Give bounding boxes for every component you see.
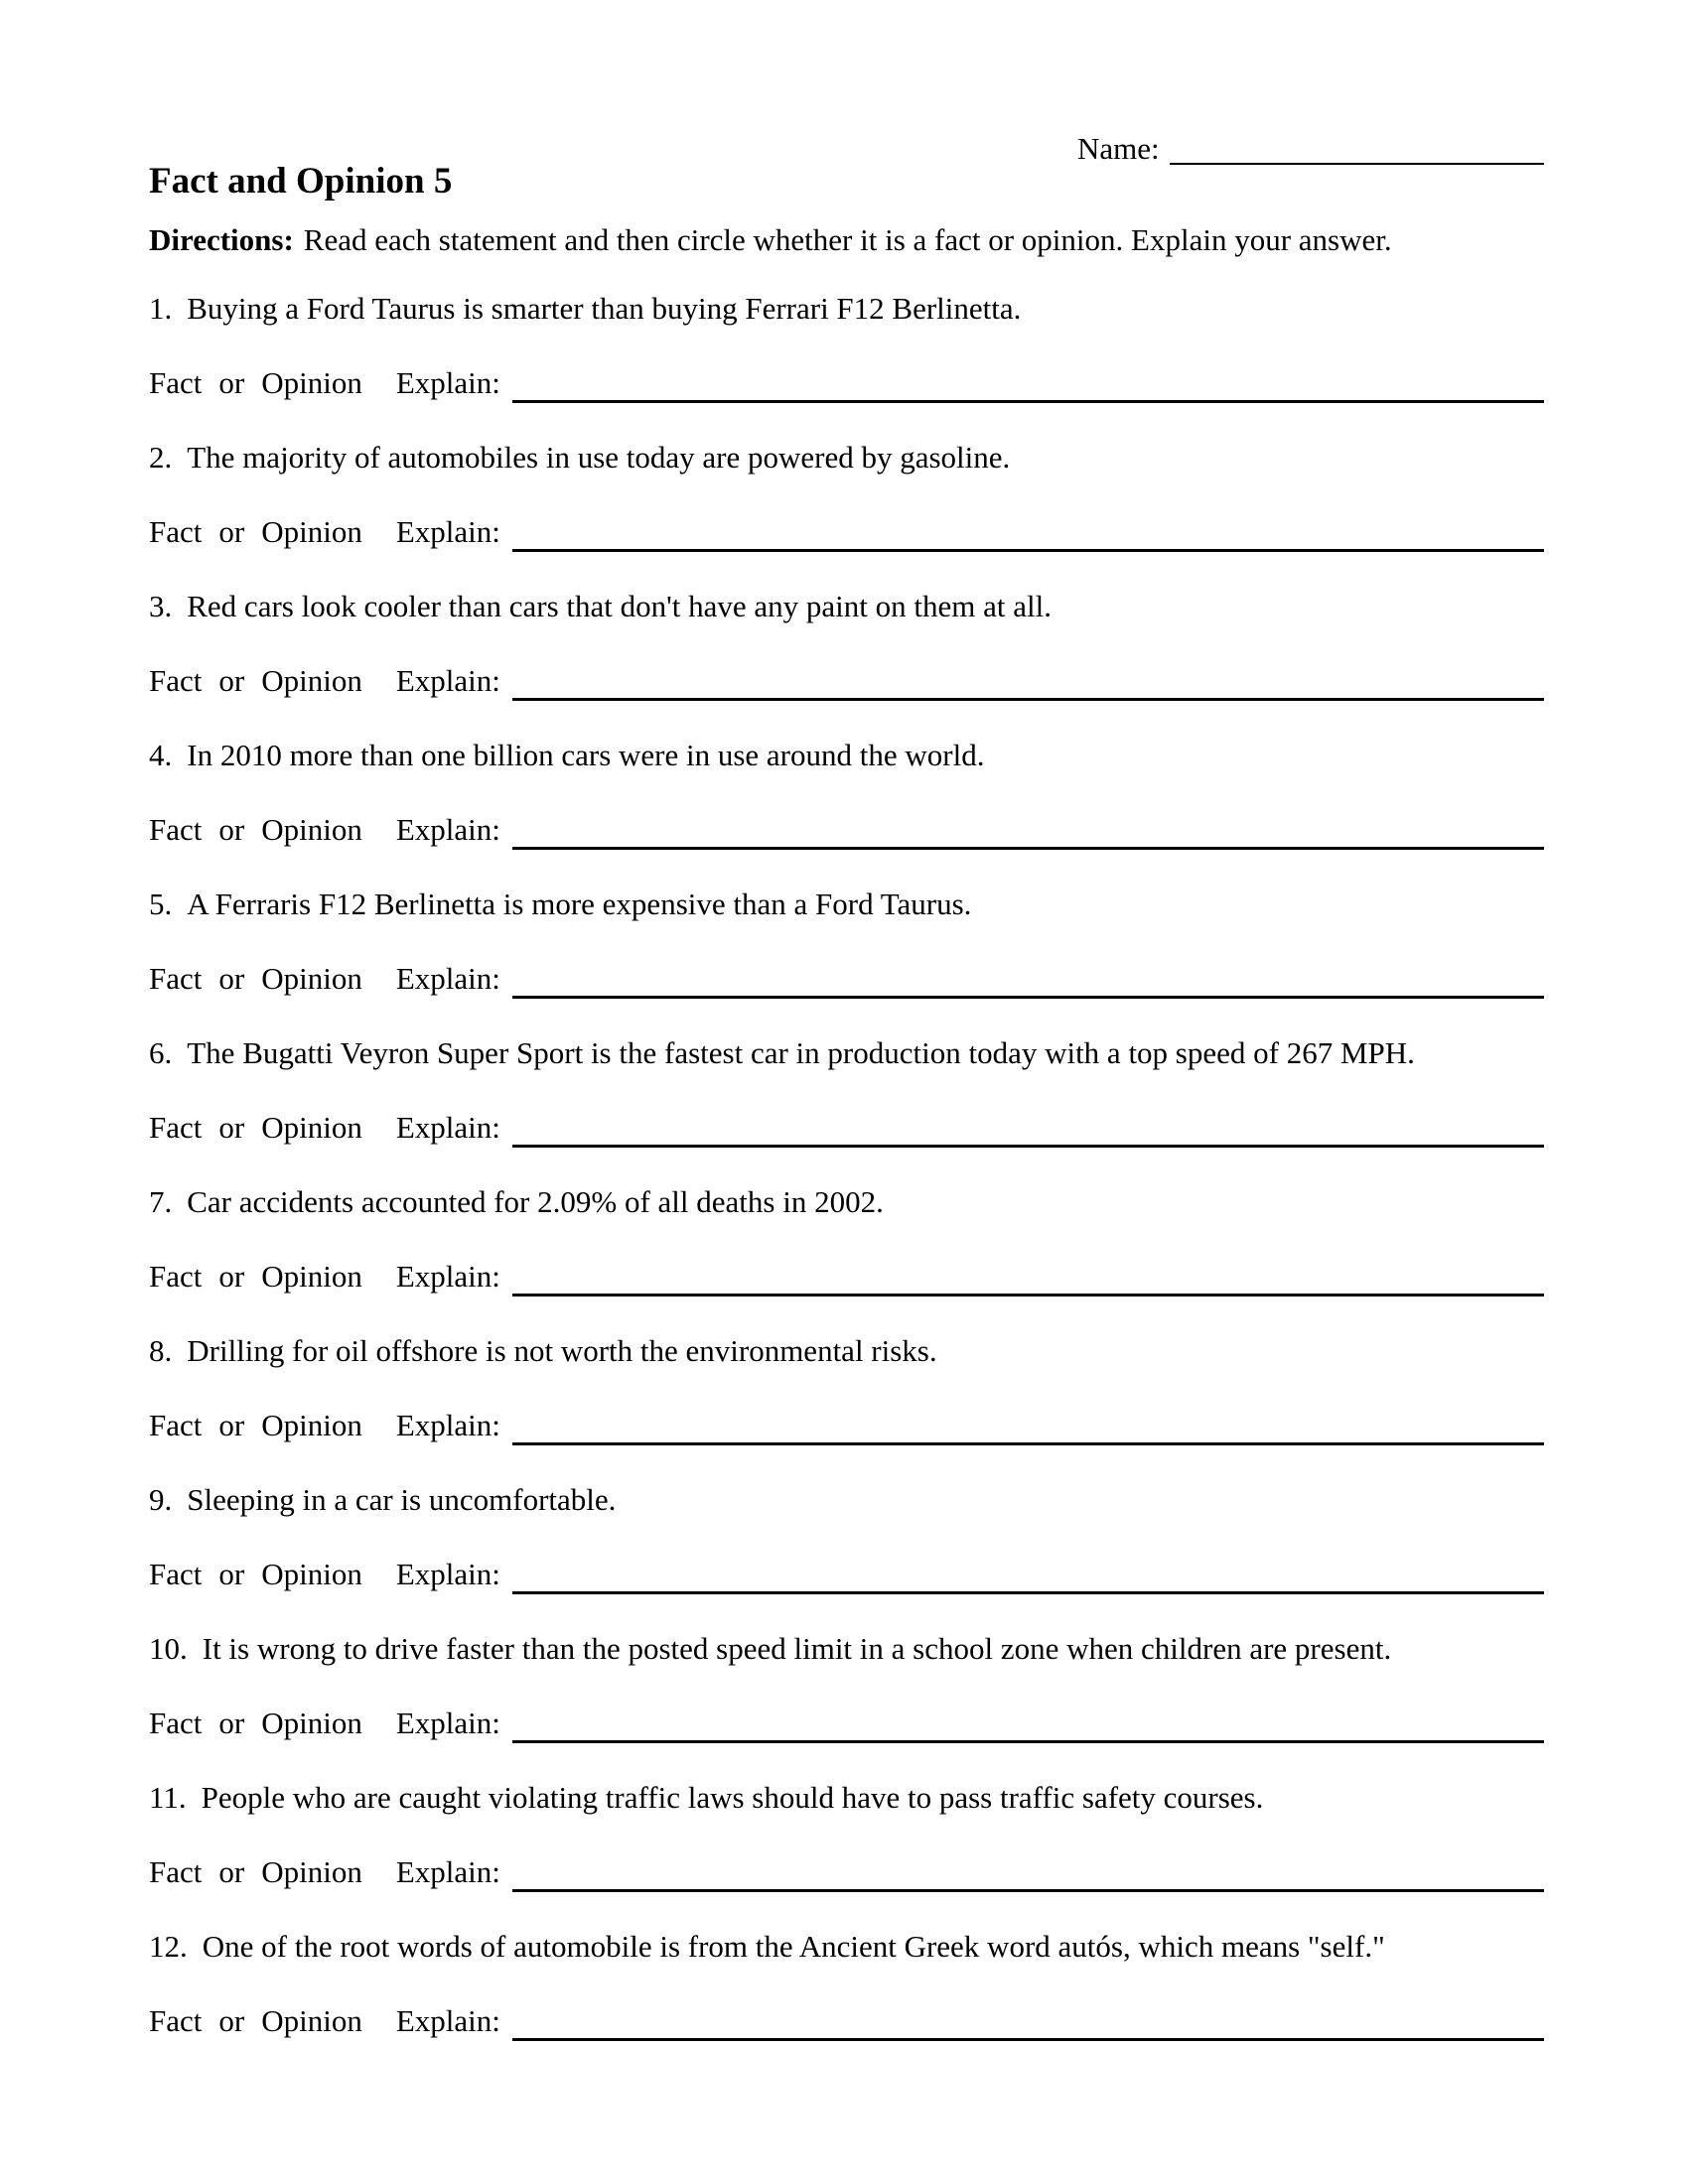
question-block: [149, 1182, 1544, 1297]
fact-option[interactable]: Fact: [149, 961, 203, 996]
question-text: The majority of automobiles in use today are powered by gasoline.: [187, 440, 1011, 475]
explain-line[interactable]: [512, 847, 1544, 850]
question-number: 5.: [149, 887, 173, 921]
explain-line[interactable]: [512, 1294, 1544, 1297]
fact-option[interactable]: Fact: [149, 1706, 203, 1740]
question-number: 8.: [149, 1333, 173, 1368]
opinion-option[interactable]: Opinion: [261, 514, 362, 549]
question-block: [149, 1629, 1544, 1743]
question-number: 6.: [149, 1035, 173, 1070]
answer-row: [149, 1555, 1544, 1594]
question-text: In 2010 more than one billion cars were in use around the world.: [187, 738, 985, 772]
or-label: or: [218, 1110, 245, 1145]
question-number: 1.: [149, 291, 173, 326]
question-number: 9.: [149, 1482, 173, 1517]
answer-row: [149, 1406, 1544, 1445]
question-block: [149, 1033, 1544, 1148]
question-block: [149, 736, 1544, 850]
explain-label: Explain:: [395, 812, 500, 847]
explain-line[interactable]: [512, 1591, 1544, 1594]
question-text: Drilling for oil offshore is not worth the environmental risks.: [187, 1333, 937, 1368]
question-block: [149, 885, 1544, 999]
answer-row: [149, 810, 1544, 850]
explain-label: Explain:: [395, 2003, 500, 2038]
opinion-option[interactable]: Opinion: [261, 961, 362, 996]
question-text: Red cars look cooler than cars that don't have any paint on them at all.: [187, 589, 1052, 623]
opinion-option[interactable]: Opinion: [261, 1110, 362, 1145]
explain-label: Explain:: [395, 1557, 500, 1591]
worksheet-content: [149, 159, 1544, 2076]
answer-row: [149, 1852, 1544, 1892]
question-line: [149, 1182, 1544, 1222]
answer-row: [149, 512, 1544, 552]
opinion-option[interactable]: Opinion: [261, 1259, 362, 1294]
question-number: 3.: [149, 589, 173, 623]
question-line: [149, 1778, 1544, 1818]
or-label: or: [218, 1259, 245, 1294]
explain-label: Explain:: [395, 961, 500, 996]
question-block: [149, 1331, 1544, 1445]
directions: [149, 220, 1544, 260]
fact-option[interactable]: Fact: [149, 1110, 203, 1145]
name-label: Name:: [1077, 131, 1160, 166]
question-number: 7.: [149, 1184, 173, 1219]
explain-label: Explain:: [395, 663, 500, 698]
question-block: [149, 1480, 1544, 1594]
answer-row: [149, 1108, 1544, 1148]
fact-option[interactable]: Fact: [149, 1854, 203, 1889]
or-label: or: [218, 365, 245, 400]
question-line: [149, 1480, 1544, 1520]
or-label: or: [218, 514, 245, 549]
explain-label: Explain:: [395, 365, 500, 400]
question-text: Buying a Ford Taurus is smarter than buying Ferrari F12 Berlinetta.: [187, 291, 1022, 326]
question-block: [149, 289, 1544, 403]
question-number: 12.: [149, 1929, 188, 1964]
or-label: or: [218, 1557, 245, 1591]
explain-label: Explain:: [395, 1110, 500, 1145]
question-line: [149, 1629, 1544, 1669]
or-label: or: [218, 961, 245, 996]
question-line: [149, 289, 1544, 329]
question-line: [149, 1033, 1544, 1073]
explain-line[interactable]: [512, 1145, 1544, 1148]
fact-option[interactable]: Fact: [149, 514, 203, 549]
explain-line[interactable]: [512, 400, 1544, 403]
or-label: or: [218, 1706, 245, 1740]
opinion-option[interactable]: Opinion: [261, 1706, 362, 1740]
answer-row: [149, 959, 1544, 999]
question-line: [149, 736, 1544, 775]
explain-line[interactable]: [512, 1442, 1544, 1445]
question-block: [149, 1778, 1544, 1892]
opinion-option[interactable]: Opinion: [261, 1408, 362, 1442]
answer-row: [149, 1257, 1544, 1297]
explain-line[interactable]: [512, 698, 1544, 701]
question-line: [149, 1331, 1544, 1371]
question-line: [149, 438, 1544, 478]
fact-option[interactable]: Fact: [149, 812, 203, 847]
question-text: Car accidents accounted for 2.09% of all deaths in 2002.: [187, 1184, 884, 1219]
question-number: 4.: [149, 738, 173, 772]
fact-option[interactable]: Fact: [149, 365, 203, 400]
directions-text: Read each statement and then circle whether it is a fact or opinion. Explain your answer.: [303, 222, 1392, 257]
fact-option[interactable]: Fact: [149, 2003, 203, 2038]
opinion-option[interactable]: Opinion: [261, 2003, 362, 2038]
question-number: 2.: [149, 440, 173, 475]
question-text: A Ferraris F12 Berlinetta is more expensive than a Ford Taurus.: [187, 887, 972, 921]
or-label: or: [218, 812, 245, 847]
explain-label: Explain:: [395, 1854, 500, 1889]
explain-label: Explain:: [395, 1706, 500, 1740]
question-line: [149, 885, 1544, 924]
or-label: or: [218, 663, 245, 698]
explain-line[interactable]: [512, 1889, 1544, 1892]
explain-label: Explain:: [395, 514, 500, 549]
question-block: [149, 587, 1544, 701]
answer-row: [149, 661, 1544, 701]
explain-label: Explain:: [395, 1408, 500, 1442]
page-title: Fact and Opinion 5: [149, 161, 453, 202]
opinion-option[interactable]: Opinion: [261, 1557, 362, 1591]
explain-line[interactable]: [512, 1740, 1544, 1743]
or-label: or: [218, 1854, 245, 1889]
fact-option[interactable]: Fact: [149, 663, 203, 698]
explain-line[interactable]: [512, 996, 1544, 999]
question-number: 10.: [149, 1631, 188, 1666]
opinion-option[interactable]: Opinion: [261, 365, 362, 400]
or-label: or: [218, 2003, 245, 2038]
explain-label: Explain:: [395, 1259, 500, 1294]
explain-line[interactable]: [512, 2038, 1544, 2041]
question-block: [149, 1927, 1544, 2041]
question-block: [149, 438, 1544, 552]
fact-option[interactable]: Fact: [149, 1259, 203, 1294]
question-number: 11.: [149, 1780, 187, 1815]
answer-row: [149, 1704, 1544, 1743]
opinion-option[interactable]: Opinion: [261, 1854, 362, 1889]
answer-row: [149, 2001, 1544, 2041]
questions-list: [149, 289, 1544, 2041]
opinion-option[interactable]: Opinion: [261, 663, 362, 698]
question-text: People who are caught violating traffic laws should have to pass traffic safety courses.: [201, 1780, 1264, 1815]
explain-line[interactable]: [512, 549, 1544, 552]
opinion-option[interactable]: Opinion: [261, 812, 362, 847]
answer-row: [149, 363, 1544, 403]
question-text: One of the root words of automobile is from the Ancient Greek word autós, which means "self.": [202, 1929, 1385, 1964]
directions-label: Directions:: [149, 222, 294, 257]
question-text: Sleeping in a car is uncomfortable.: [187, 1482, 617, 1517]
question-text: The Bugatti Veyron Super Sport is the fastest car in production today with a top speed of 267 MPH.: [187, 1035, 1415, 1070]
fact-option[interactable]: Fact: [149, 1408, 203, 1442]
question-line: [149, 1927, 1544, 1967]
question-text: It is wrong to drive faster than the posted speed limit in a school zone when children are present.: [202, 1631, 1392, 1666]
question-line: [149, 587, 1544, 626]
or-label: or: [218, 1408, 245, 1442]
fact-option[interactable]: Fact: [149, 1557, 203, 1591]
